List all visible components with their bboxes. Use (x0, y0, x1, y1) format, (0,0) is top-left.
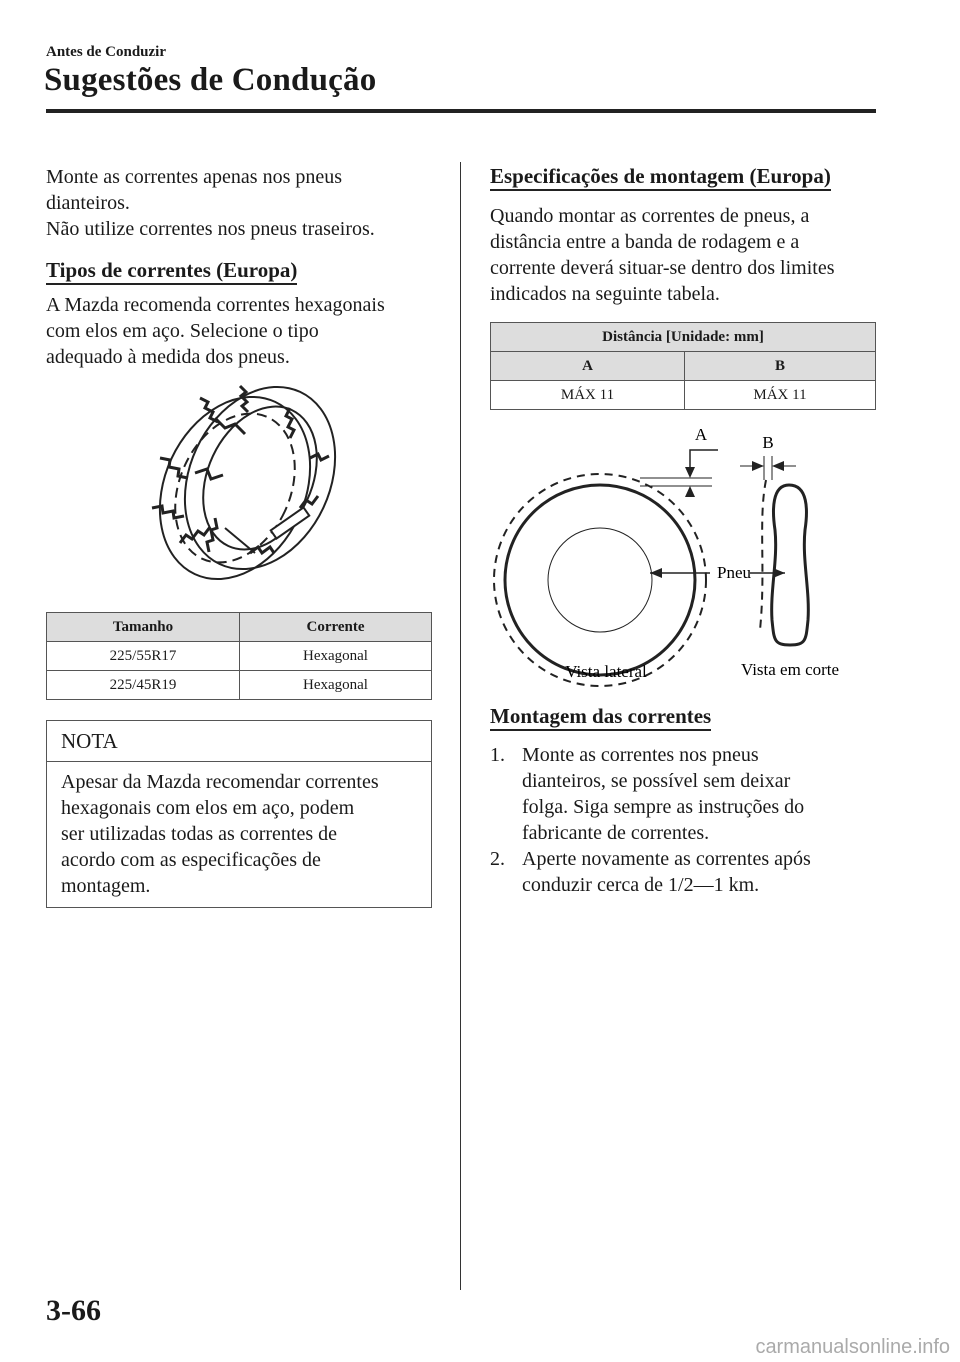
table-row (47, 642, 432, 671)
intro-line: Monte as correntes apenas nos pneus (46, 166, 343, 188)
step-line: conduzir cerca de 1/2―1 km. (522, 874, 760, 896)
step-line: fabricante de correntes. (522, 822, 710, 844)
table-header: Corrente (240, 613, 432, 642)
note-line: Apesar da Mazda recomendar correntes (61, 771, 379, 793)
table-cell: MÁX 11 (685, 381, 876, 410)
table-header: A (491, 352, 685, 381)
table-cell: 225/55R17 (47, 642, 240, 671)
chain-size-table (46, 612, 432, 700)
step-number: 2. (490, 848, 505, 870)
intro-line: Não utilize correntes nos pneus traseiros. (46, 218, 375, 240)
table-cell: MÁX 11 (491, 381, 685, 410)
note-line: hexagonais com elos em aço, podem (61, 797, 355, 819)
label-b: B (762, 433, 774, 452)
watermark: carmanualsonline.info (755, 1336, 950, 1358)
recommend-line: A Mazda recomenda correntes hexagonais (46, 294, 385, 316)
spec-line: distância entre a banda de rodagem e a (490, 231, 800, 253)
label-section-view: Vista em corte (740, 660, 840, 679)
column-divider (460, 162, 461, 1290)
heading-chain-mounting: Montagem das correntes (490, 704, 711, 731)
step-number: 1. (490, 744, 505, 766)
recommend-line: com elos em aço. Selecione o tipo (46, 320, 319, 342)
title-rule (46, 109, 876, 113)
step-line: Monte as correntes nos pneus (522, 744, 759, 766)
table-header: Tamanho (47, 613, 240, 642)
table-row (491, 381, 876, 410)
step-line: dianteiros, se possível sem deixar (522, 770, 791, 792)
intro-line: dianteiros. (46, 192, 130, 214)
spec-text (490, 203, 890, 307)
intro-text (46, 164, 446, 242)
distance-table (490, 322, 876, 410)
table-header: B (685, 352, 876, 381)
note-title: NOTA (47, 721, 431, 762)
table-row (47, 671, 432, 700)
spec-line: Quando montar as correntes de pneus, a (490, 205, 810, 227)
table-title: Distância [Unidade: mm] (491, 323, 876, 352)
page-number: 3-66 (46, 1294, 101, 1327)
snow-chain-illustration (140, 378, 340, 588)
label-side-view: Vista lateral (565, 662, 647, 681)
note-line: montagem. (61, 875, 151, 897)
note-box (46, 720, 432, 908)
note-body (47, 762, 431, 899)
note-line: ser utilizadas todas as correntes de (61, 823, 338, 845)
table-cell: Hexagonal (240, 671, 432, 700)
recommend-text (46, 292, 446, 370)
step-line: folga. Siga sempre as instruções do (522, 796, 805, 818)
list-item (490, 846, 880, 898)
page-title: Sugestões de Condução (44, 62, 377, 98)
table-cell: Hexagonal (240, 642, 432, 671)
heading-mounting-specs: Especificações de montagem (Europa) (490, 164, 831, 191)
note-line: acordo com as especificações de (61, 849, 321, 871)
mounting-steps (490, 742, 880, 898)
list-item (490, 742, 880, 846)
spec-line: corrente deverá situar-se dentro dos limites (490, 257, 835, 279)
table-cell: 225/45R19 (47, 671, 240, 700)
section-label: Antes de Conduzir (46, 44, 167, 60)
recommend-line: adequado à medida dos pneus. (46, 346, 290, 368)
tire-clearance-diagram (490, 420, 876, 690)
step-line: Aperte novamente as correntes após (522, 848, 811, 870)
label-a: A (694, 425, 708, 444)
spec-line: indicados na seguinte tabela. (490, 283, 720, 305)
label-tire: Pneu (717, 563, 751, 582)
heading-chain-types: Tipos de correntes (Europa) (46, 258, 297, 285)
